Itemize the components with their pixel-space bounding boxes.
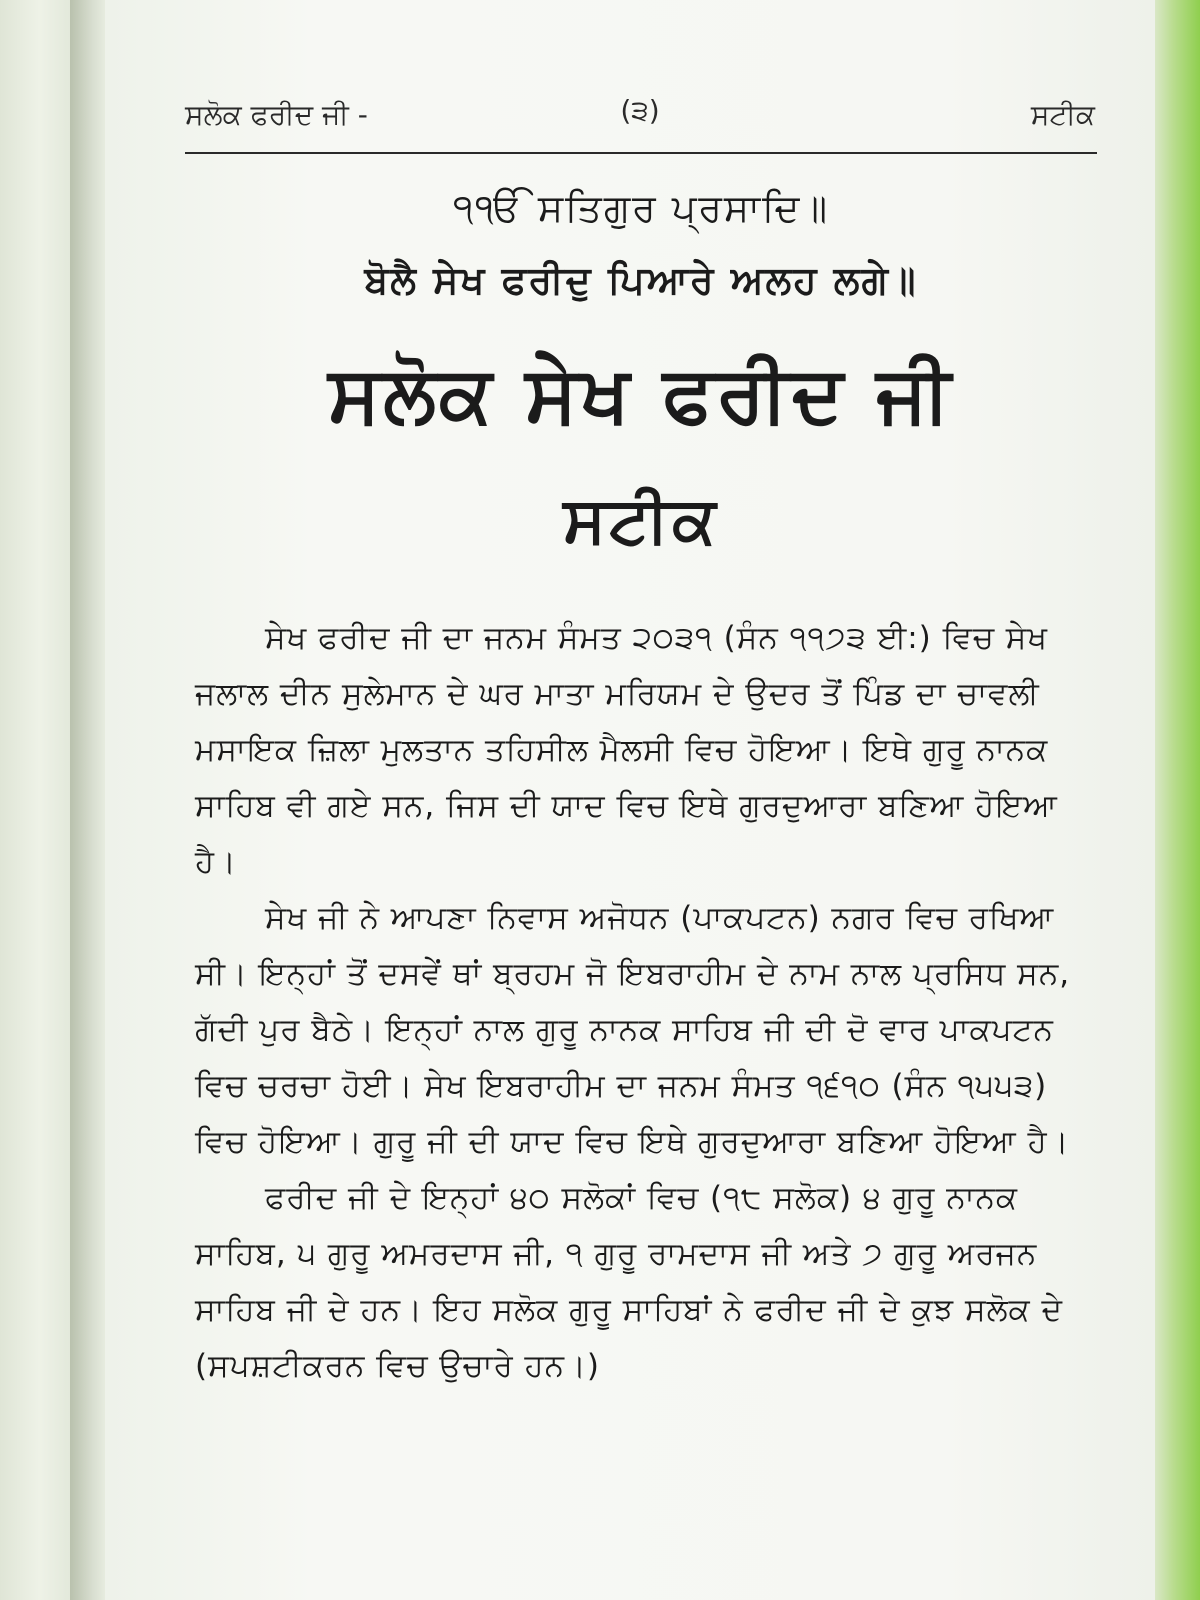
header-divider (185, 152, 1097, 154)
chapter-subtitle: ਸਟੀਕ (563, 484, 719, 558)
header-edition: ਸਟੀਕ (1030, 98, 1095, 131)
paragraph-residence: ਸੇਖ ਜੀ ਨੇ ਆਪਣਾ ਨਿਵਾਸ ਅਜੋਧਨ (ਪਾਕਪਟਨ) ਨਗਰ ਵਿਚ ਰਖਿਆ ਸੀ। ਇਨ੍ਹਾਂ ਤੋਂ ਦਸਵੇਂ ਥਾਂ ਬ੍ਰਹਮ ਜੋ ਇਬਰਾਹੀਮ ਦੇ ਨਾਮ ਨਾਲ ਪ੍ਰਸਿਧ ਸਨ, ਗੱਦੀ ਪੁਰ ਬੈਠੇ। ਇਨ੍ਹਾਂ ਨਾਲ ਗੁਰੂ ਨਾਨਕ ਸਾਹਿਬ ਜੀ ਦੀ ਦੋ ਵਾਰ ਪਾਕਪਟਨ ਵਿਚ ਚਰਚਾ ਹੋਈ। ਸੇਖ ਇਬਰਾਹੀਮ ਦਾ ਜਨਮ ਸੰਮਤ ੧੬੧੦ (ਸੰਨ ੧੫੫੩) ਵਿਚ ਹੋਇਆ। ਗੁਰੂ ਜੀ ਦੀ ਯਾਦ ਵਿਚ ਇਥੇ ਗੁਰਦੁਆਰਾ ਬਣਿਆ ਹੋਇਆ ਹੈ। (195, 900, 1071, 1160)
body-text (195, 610, 1085, 1394)
header-book-title: ਸਲੋਕ ਫਰੀਦ ਜੀ - (185, 98, 368, 131)
book-page (105, 0, 1155, 1600)
paragraph-saloks: ਫਰੀਦ ਜੀ ਦੇ ਇਨ੍ਹਾਂ ੪੦ ਸਲੋਕਾਂ ਵਿਚ (੧੮ ਸਲੋਕ) ੪ ਗੁਰੂ ਨਾਨਕ ਸਾਹਿਬ, ੫ ਗੁਰੂ ਅਮਰਦਾਸ ਜੀ, ੧ ਗੁਰੂ ਰਾਮਦਾਸ ਜੀ ਅਤੇ ੭ ਗੁਰੂ ਅਰਜਨ ਸਾਹਿਬ ਜੀ ਦੇ ਹਨ। ਇਹ ਸਲੋਕ ਗੁਰੂ ਸਾਹਿਬਾਂ ਨੇ ਫਰੀਦ ਜੀ ਦੇ ਕੁਝ ਸਲੋਕ ਦੇ (ਸਪਸ਼ਟੀਕਰਨ ਵਿਚ ਉਚਾਰੇ ਹਨ।) (195, 1180, 1064, 1384)
chapter-title: ਸਲੋਕ ਸੇਖ ਫਰੀਦ ਜੀ (328, 350, 954, 440)
facing-page (0, 0, 72, 1600)
invocation-line: ੧ੴ ਸਤਿਗੁਰ ਪ੍ਰਸਾਦਿ॥ (452, 186, 830, 230)
book-gutter (70, 0, 108, 1600)
paragraph-birth: ਸੇਖ ਫਰੀਦ ਜੀ ਦਾ ਜਨਮ ਸੰਮਤ ੨੦੩੧ (ਸੰਨ ੧੧੭੩ ਈ:) ਵਿਚ ਸੇਖ ਜਲਾਲ ਦੀਨ ਸੁਲੇਮਾਨ ਦੇ ਘਰ ਮਾਤਾ ਮਰਿਯਮ ਦੇ ਉਦਰ ਤੋਂ ਪਿੰਡ ਦਾ ਚਾਵਲੀ ਮਸਾਇਕ ਜ਼ਿਲਾ ਮੁਲਤਾਨ ਤਹਿਸੀਲ ਮੈਲਸੀ ਵਿਚ ਹੋਇਆ। ਇਥੇ ਗੁਰੂ ਨਾਨਕ ਸਾਹਿਬ ਵੀ ਗਏ ਸਨ, ਜਿਸ ਦੀ ਯਾਦ ਵਿਚ ਇਥੇ ਗੁਰਦੁਆਰਾ ਬਣਿਆ ਹੋਇਆ ਹੈ। (195, 620, 1058, 880)
running-header (185, 88, 1095, 148)
background-surface (1152, 0, 1200, 1600)
page-number: (੩) (620, 94, 660, 127)
subheading-line: ਬੋਲੈ ਸੇਖ ਫਰੀਦੁ ਪਿਆਰੇ ਅਲਹ ਲਗੇ॥ (364, 258, 918, 302)
